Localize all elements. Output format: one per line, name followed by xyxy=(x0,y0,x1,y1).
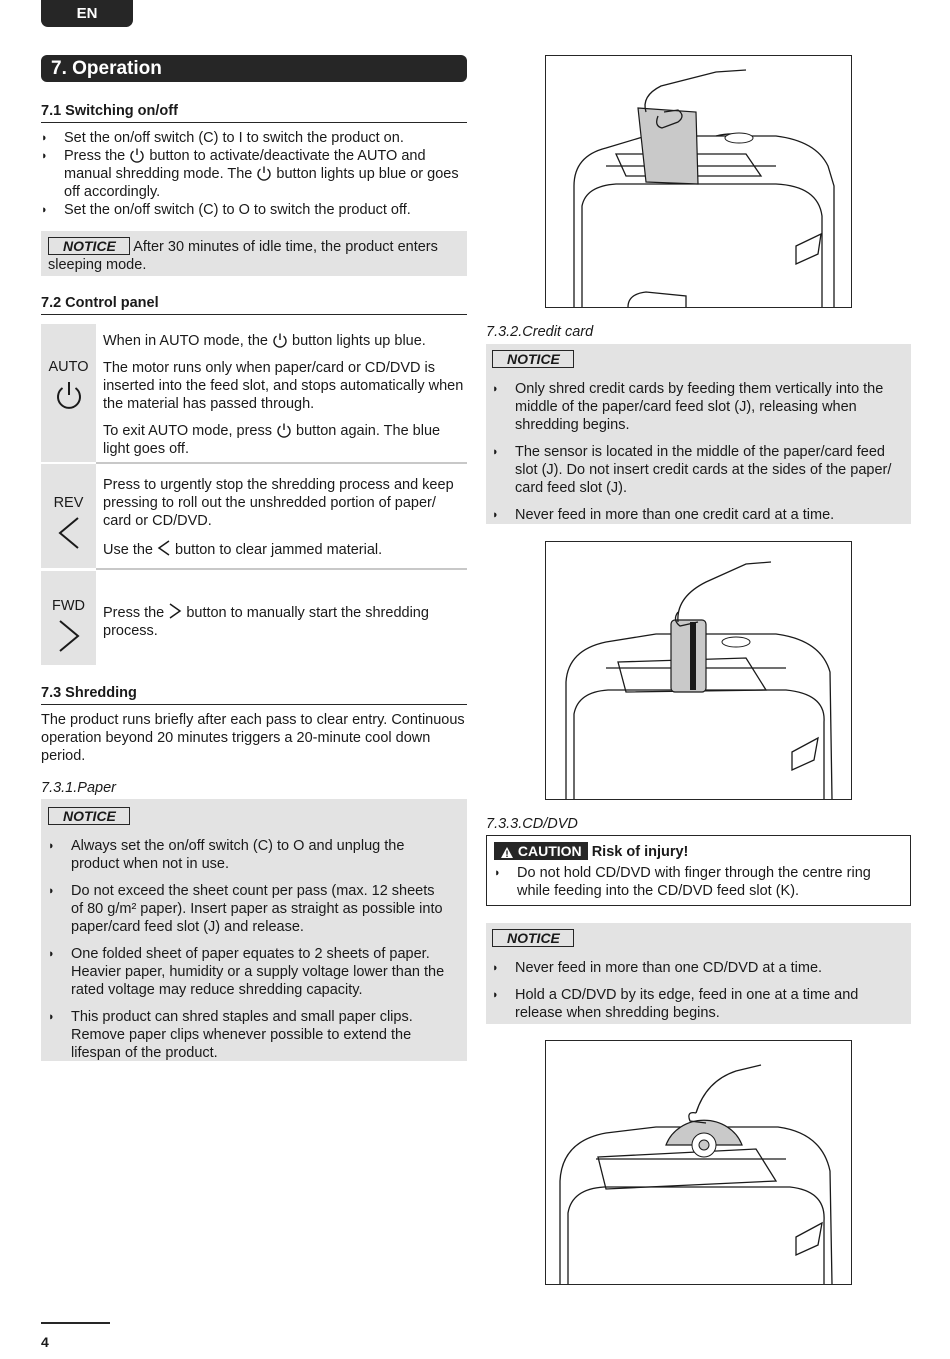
fwd-cell xyxy=(41,571,96,665)
heading-paper: 7.3.1.Paper xyxy=(41,780,116,796)
language-tab: EN xyxy=(41,0,133,27)
footer-rule xyxy=(41,1322,110,1324)
cd-list xyxy=(492,959,902,1022)
list-item: ◗ Always set the on/off switch (C) to O and unplug the product when not in use. xyxy=(48,837,450,873)
auto-label: AUTO xyxy=(48,359,89,375)
text: button again. The blue light goes off. xyxy=(103,423,441,457)
list-item: ◗ Never feed in more than one credit card at a time. xyxy=(492,506,897,524)
shredder-cd-illustration xyxy=(546,1041,851,1284)
heading-shredding: 7.3 Shredding xyxy=(41,684,467,705)
paper-list xyxy=(48,837,450,1062)
card-notice xyxy=(486,344,911,524)
text: When in AUTO mode, the xyxy=(103,333,268,349)
list-item: ◗ Do not hold CD/DVD with finger through the centre ring while feeding into the CD/DVD feed slot (K). xyxy=(494,864,899,900)
chevron-right-icon xyxy=(168,602,182,620)
warning-icon xyxy=(500,846,514,859)
text: Press to urgently stop the shredding process and keep pressing to roll out the unshredded portion of paper/ card or CD/DVD. xyxy=(103,477,454,529)
notice-label: NOTICE xyxy=(492,350,574,368)
power-icon xyxy=(54,380,84,410)
text: button to manually start the shredding process. xyxy=(103,605,429,639)
divider xyxy=(96,568,467,570)
caution-title: Risk of injury! xyxy=(591,844,689,860)
text: Press the xyxy=(103,605,165,621)
text: Press the xyxy=(64,148,126,164)
shredder-paper-illustration xyxy=(546,56,851,307)
notice-label: NOTICE xyxy=(48,807,130,825)
list-item: ◗ Never feed in more than one CD/DVD at a time. xyxy=(492,959,902,977)
notice-text: After 30 minutes of idle time, the product enters sleeping mode. xyxy=(48,239,438,273)
auto-description xyxy=(103,332,465,467)
notice-sleep xyxy=(41,231,467,276)
illustration-paper-feed xyxy=(545,55,852,308)
list-item: ◗ This product can shred staples and small paper clips. Remove paper clips whenever possible to extend the lifespan of the product. xyxy=(48,1008,450,1062)
text: button lights up blue. xyxy=(292,333,426,349)
list-item: ◗ Set the on/off switch (C) to O to switch the product off. xyxy=(41,201,467,219)
notice-label: NOTICE xyxy=(492,929,574,947)
illustration-card-feed xyxy=(545,541,852,800)
text: Use the xyxy=(103,542,153,558)
card-list xyxy=(492,380,897,524)
caution-label xyxy=(494,842,588,860)
chevron-right-icon xyxy=(54,619,84,653)
list-item: ◗ Only shred credit cards by feeding them vertically into the middle of the paper/card feed slot (J), releasing when shredding begins. xyxy=(492,380,897,434)
power-icon xyxy=(256,165,272,181)
rev-cell xyxy=(41,464,96,568)
page-number: 4 xyxy=(41,1334,49,1350)
list-item: ◗ One folded sheet of paper equates to 2 sheets of paper. Heavier paper, humidity or a supply voltage lower than the rated voltage may reduce shredding capacity. xyxy=(48,945,450,999)
list-item: ◗ Hold a CD/DVD by its edge, feed in one at a time and release when shredding begins. xyxy=(492,986,902,1022)
list-item xyxy=(41,147,467,201)
shredder-card-illustration xyxy=(546,542,851,799)
illustration-cd-feed xyxy=(545,1040,852,1285)
heading-cd-dvd: 7.3.3.CD/DVD xyxy=(486,816,578,832)
switching-list xyxy=(41,129,467,219)
list-item: ◗ Set the on/off switch (C) to I to switch the product on. xyxy=(41,129,467,147)
paper-notice xyxy=(41,799,467,1061)
power-icon xyxy=(129,147,145,163)
rev-description xyxy=(103,476,465,568)
caution-box xyxy=(486,835,911,906)
text: To exit AUTO mode, press xyxy=(103,423,272,439)
auto-cell xyxy=(41,324,96,462)
power-icon xyxy=(276,422,292,438)
text: button lights up blue or goes off accordingly. xyxy=(64,166,459,200)
chevron-left-icon xyxy=(54,516,84,550)
cd-notice xyxy=(486,923,911,1024)
power-icon xyxy=(272,332,288,348)
shredding-intro: The product runs briefly after each pass to clear entry. Continuous operation beyond 20 minutes triggers a 20-minute cool down period. xyxy=(41,712,465,764)
fwd-label: FWD xyxy=(51,598,85,614)
divider xyxy=(96,462,467,464)
heading-control-panel: 7.2 Control panel xyxy=(41,294,467,315)
text: CAUTION xyxy=(517,843,582,859)
section-title: 7. Operation xyxy=(41,55,467,82)
list-item: ◗ Do not exceed the sheet count per pass (max. 12 sheets of 80 g/m² paper). Insert paper as straight as possible into paper/card feed slot (J) and release. xyxy=(48,882,450,936)
heading-credit-card: 7.3.2.Credit card xyxy=(486,324,594,340)
list-item: ◗ The sensor is located in the middle of the paper/card feed slot (J). Do not insert credit cards at the sides of the paper/ card feed slot (J). xyxy=(492,443,897,497)
notice-label: NOTICE xyxy=(48,237,130,255)
rev-label: REV xyxy=(53,495,84,511)
text: The motor runs only when paper/card or CD/DVD is inserted into the feed slot, and stops automatically when the material has passed through. xyxy=(103,360,464,412)
heading-switching: 7.1 Switching on/off xyxy=(41,102,467,123)
fwd-description xyxy=(103,602,465,649)
caution-list xyxy=(494,864,899,900)
chevron-left-icon xyxy=(157,539,171,557)
text: button to clear jammed material. xyxy=(175,542,383,558)
text: button to activate/deactivate the AUTO and manual shredding mode. The xyxy=(64,148,426,182)
